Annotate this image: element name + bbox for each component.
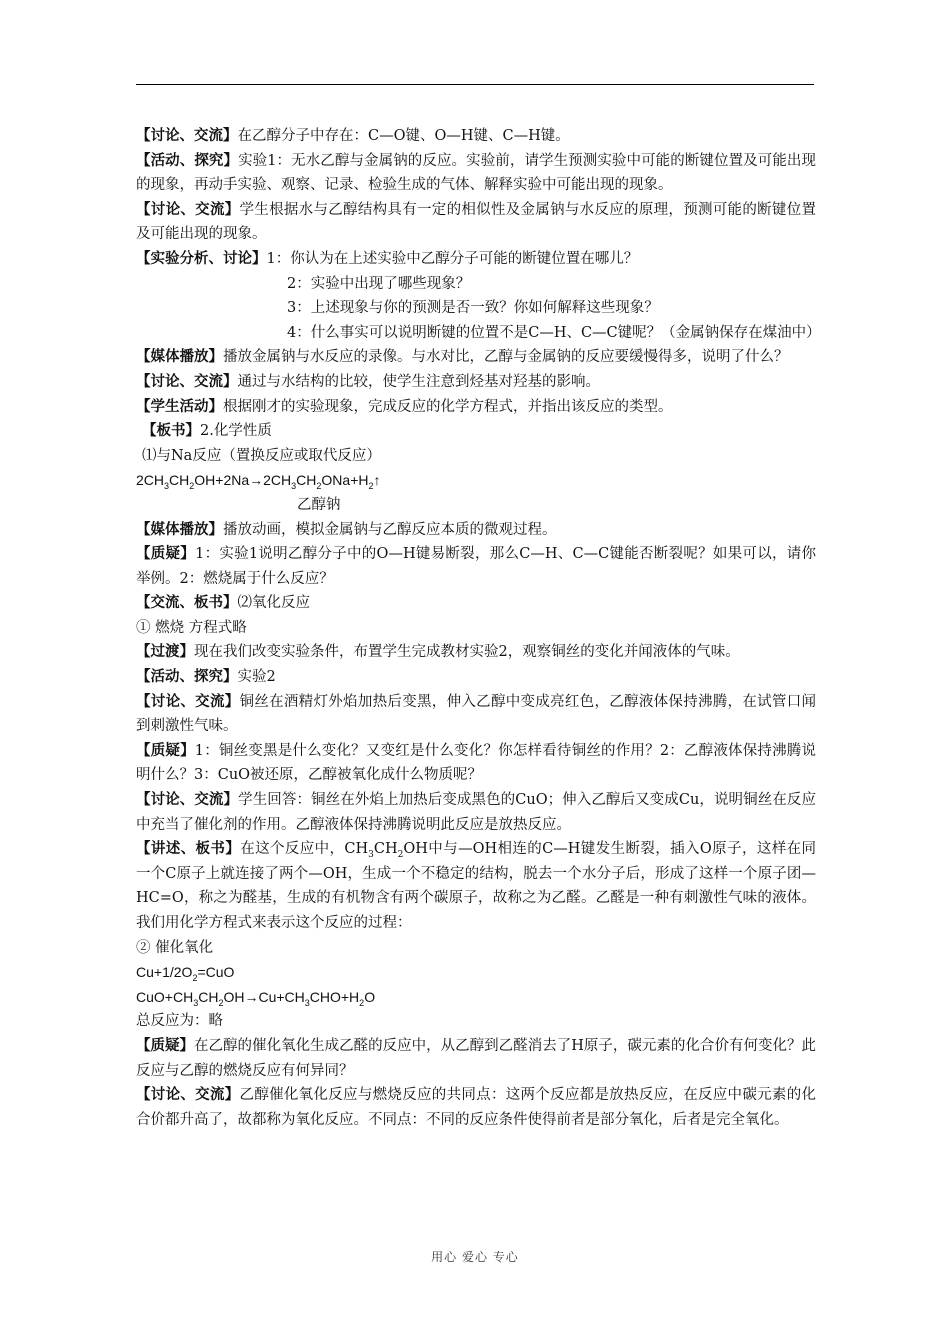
section-heading: 【活动、探究】: [136, 152, 239, 169]
paragraph-text: 根据刚才的实验现象，完成反应的化学方程式，并指出该反应的类型。: [223, 398, 673, 415]
arrow-icon: →: [244, 988, 259, 1005]
page-footer: 用心 爱心 专心: [431, 1250, 519, 1264]
paragraph: [136, 345, 816, 370]
product-label: 乙醇钠: [297, 496, 341, 513]
paragraph-text: ⑵氧化反应: [237, 595, 310, 612]
section-heading: 【讨论、交流】: [136, 201, 240, 218]
section-heading: 【学生活动】: [136, 398, 223, 415]
paragraph-text: 1：你认为在上述实验中乙醇分子可能的断键位置在哪儿？: [266, 250, 639, 267]
paragraph: 总反应为：略: [136, 1013, 223, 1030]
section-heading: 【实验分析、讨论】: [136, 250, 267, 267]
paragraph: [136, 149, 816, 198]
paragraph-text: 通过与水结构的比较，使学生注意到烃基对羟基的影响。: [237, 373, 600, 390]
section-heading: 【板书】: [142, 423, 200, 440]
paragraph-text: 播放金属钠与水反应的录像。与水对比，乙醇与金属钠的反应要缓慢得多，说明了什么？: [223, 349, 789, 366]
question-item: 2：实验中出现了哪些现象？: [287, 275, 471, 292]
paragraph: [136, 788, 816, 837]
section-heading: 【讨论、交流】: [136, 792, 239, 809]
paragraph-text: 学生回答：铜丝在外焰上加热后变成黑色的CuO；伸入乙醇后又变成Cu，说明铜丝在反应中充当了催化剂的作用。乙醇液体保持沸腾说明此反应是放热反应。: [136, 792, 816, 833]
question-item: 3：上述现象与你的预测是否一致？你如何解释这些现象？: [287, 300, 659, 317]
section-heading: 【讨论、交流】: [136, 1087, 240, 1104]
paragraph-text: 实验2: [237, 669, 276, 686]
paragraph: [136, 419, 816, 444]
paragraph: [136, 542, 816, 591]
equation-na: $2CH_3CH_2OH+2Na\to 2CH_3CH_2ONa+H_2↑$: [136, 472, 381, 492]
paragraph: [136, 1083, 816, 1132]
paragraph: [136, 370, 816, 395]
section-heading: 【讨论、交流】: [136, 373, 238, 390]
section-heading: 【媒体播放】: [136, 349, 223, 366]
section-heading: 【交流、板书】: [136, 595, 238, 612]
paragraph-text: 乙醇催化氧化反应与燃烧反应的共同点：这两个反应都是放热反应，在反应中碳元素的化合价都升高了，故都称为氧化反应。不同点：不同的反应条件使得前者是部分氧化，后者是完全氧化。: [136, 1087, 817, 1128]
section-heading: 【质疑】: [136, 546, 196, 563]
paragraph: [136, 395, 816, 420]
paragraph: [136, 665, 816, 690]
paragraph: [136, 247, 816, 272]
paragraph-text: 2.化学性质: [200, 423, 272, 440]
gas-arrow-icon: ↑: [373, 472, 381, 489]
paragraph: [136, 124, 816, 149]
paragraph-text: 实验1：无水乙醇与金属钠的反应。实验前，请学生预测实验中可能的断键位置及可能出现的现象，再动手实验、观察、记录、检验生成的气体、解释实验中可能出现的现象。: [136, 152, 816, 194]
paragraph: [136, 1034, 816, 1083]
paragraph: [136, 690, 816, 739]
header-rule: [136, 84, 814, 85]
question-item: [136, 321, 821, 346]
section-heading: 【过渡】: [136, 644, 194, 661]
document-body: [136, 124, 821, 1132]
paragraph: [136, 640, 816, 665]
paragraph: [136, 739, 816, 788]
paragraph-text: 铜丝在酒精灯外焰加热后变黑，伸入乙醇中变成亮红色，乙醇液体保持沸腾，在试管口闻到刺激性气味。: [136, 693, 817, 735]
paragraph: [136, 591, 816, 616]
equation-cuo-reduction: $CuO+CH_3CH_2OH\to Cu+CH_3CHO+H_2O$: [136, 988, 376, 1008]
section-heading: 【质疑】: [136, 742, 195, 759]
paragraph-text: 现在我们改变实验条件，布置学生完成教材实验2，观察铜丝的变化并闻液体的气味。: [194, 644, 740, 661]
section-heading: 【讨论、交流】: [136, 693, 240, 710]
paragraph: 【讲述、板书】在这个反应中，$CH_3CH_2OH$中与—OH相连的C—H键发生断裂，插入O原子，这样在同一个C原子上就连接了两个—OH，生成一个不稳定的结构，脱去一个水分子后，形成了这样一个原子团—HC=O，称之为醛基，生成的有机物含有两个碳原子，故称之为乙醛。乙醛是一种有刺激性气味的液体。我们用化学方程式来表示这个反应的过程：: [136, 841, 816, 931]
paragraph: ① 燃烧 方程式略: [136, 619, 247, 636]
section-heading: 【质疑】: [136, 1037, 195, 1054]
section-heading: 【媒体播放】: [136, 521, 223, 538]
paragraph: [136, 518, 816, 543]
paragraph: ⑴与Na反应（置换反应或取代反应）: [142, 447, 381, 464]
paragraph-text: 学生根据水与乙醇结构具有一定的相似性及金属钠与水反应的原理，预测可能的断键位置及可能出现的现象。: [136, 201, 817, 243]
section-heading: 【讨论、交流】: [136, 128, 238, 144]
paragraph-text: 4：什么事实可以说明断键的位置不是C—H、C—C键呢？（金属钠保存在煤油中）: [287, 324, 821, 341]
paragraph: ② 催化氧化: [136, 939, 214, 956]
paragraph-text: 播放动画，模拟金属钠与乙醇反应本质的微观过程。: [223, 521, 557, 538]
equation-cu-oxidation: $Cu+1/2O_2=CuO$: [136, 964, 235, 983]
section-heading: 【活动、探究】: [136, 669, 238, 686]
paragraph: [136, 198, 816, 247]
paragraph-text: 在乙醇的催化氧化生成乙醛的反应中，从乙醇到乙醛消去了H原子，碳元素的化合价有何变化？此反应与乙醇的燃烧反应有何异同？: [136, 1037, 816, 1079]
section-heading: 【讲述、板书】: [136, 841, 241, 858]
paragraph-text: 1：铜丝变黑是什么变化？又变红是什么变化？你怎样看待铜丝的作用？2：乙醇液体保持沸腾说明什么？3：CuO被还原，乙醇被氧化成什么物质呢？: [136, 742, 817, 784]
arrow-icon: →: [249, 472, 264, 489]
paragraph-text: 1：实验1说明乙醇分子中的O—H键易断裂，那么C—H、C—C键能否断裂呢？如果可以，请你举例。2：燃烧属于什么反应？: [136, 546, 816, 587]
paragraph-text: 在乙醇分子中存在：C—O键、O—H键、C—H键。: [237, 128, 570, 144]
